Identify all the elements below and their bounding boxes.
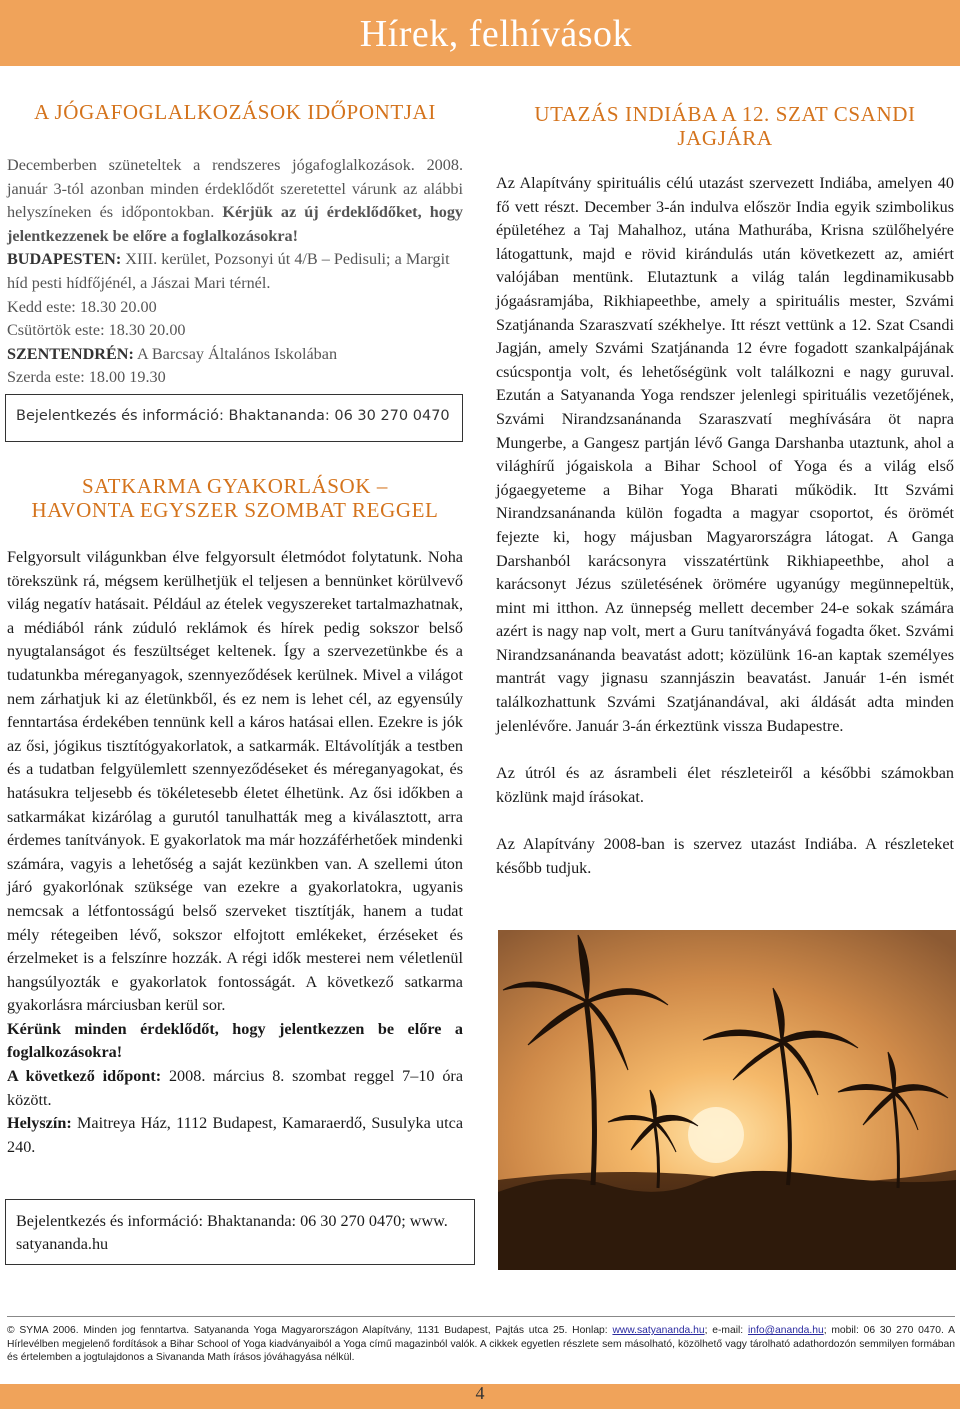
budapest-time-1: Kedd este: 18.30 20.00 <box>7 297 157 316</box>
contact-box-1 <box>5 394 463 442</box>
footer-text-1: © SYMA 2006. Minden jog fenntartva. Satyananda Yoga Magyarországon Alapítvány, 1131 Budapest, Pajtás utca 25. Honlap: <box>7 1325 608 1336</box>
intro-text: Decemberben szüneteltek a rendszeres jógafoglalkozások. 2008. január 3-tól azonban minden érdeklődőt szeretettel várunk az alábbi helyszíneken és időpontokban. <box>7 156 463 222</box>
india-body: Az Alapítvány spirituális célú utazást szervezett Indiába, amelyen 40 fő vett részt. December 3-án indulva először India egyik szimbolikus épületéhez a Taj Mahalhoz, utána Mathurába, Krisna szülőhelyére látogattunk, majd e rövid kirándulás után következett az, amiért valójában mentünk. Elutaztunk a világ talán legdinamikusabb jógaásramjába, Rikhiapeethbe, amely a spirituális mester, Szvámi Szatjánanda Szaraszvatí székhelye. Itt részt vettünk a 12. Szat Csandi Jagján, amely Szvámi Szatjánanda 12 évre fogadott szankalpájának csúcspontja volt, és lehetőségünk volt találkozni e nagy guruval. Ezután a Satyananda Yoga rendszer jelenlegi spirituális vezetőjének, Szvámi Nirandzsanánanda Szaraszvatí meghívására öt napra Mungerbe, a Gangesz partján lévő Ganga Darshanba utaztunk, ahol a világhírű jógaiskola a Bihar School of Yoga és a világ első jógaegyeteme a Bihar Yoga Bharati működik. Itt Szvámi Nirandzsanánanda külön fogadta a magyar csoportot, és örömét fejezte ki, hogy májusban Magyarországra látogat. A Ganga Darshanból karácsonyra visszatértünk Rikhiapeethbe, ahol a karácsonyt Jézus születésének örömére ugyanúgy megünnepeltük, mint mi itthon. Az ünnepség mellett december 24-e sokak számára azért is nagy nap volt, mert a Guru tanítványává fogadta őket. Szvámi Nirandzsanánanda beavatást adott; közülünk 16-an kaptak személyes mantrát vagy jignasu szannjászin beavatást. Január 1-én ismét találkozhattunk Szvámi Szatjánandával, aki áldását adta minden jelenlévőre. Január 3-án érkeztünk vissza Budapestre. <box>496 174 954 735</box>
satkarma-request: Kérünk minden érdeklődőt, hogy jelentkezzen be előre a foglalkozásokra! <box>7 1019 463 1062</box>
footer-copyright <box>7 1324 955 1365</box>
budapest-time-2: Csütörtök este: 18.30 20.00 <box>7 321 186 340</box>
heading-satkarma-2: HAVONTA EGYSZER SZOMBAT REGGEL <box>31 498 439 522</box>
footer-text-3: ; mobil: 06 30 270 0470. A Hírlevélben megjelenő fordítások a Bihar School of Yoga kiadványaiból a Yoga című magazinból valók. A cikkek egyetlen részlete sem másolható, közölhető vagy tárolható adathordozón semmilyen formában és értelemben a jogtulajdonos a Sivananda Math írásos jóváhagyása nélkül. <box>7 1325 955 1363</box>
footer-website-link[interactable]: www.satyananda.hu <box>612 1325 705 1336</box>
szentendre-block <box>7 343 463 367</box>
page-title: Hírek, felhívások <box>359 13 632 55</box>
india-p2: Az útról és az ásrambeli élet részleteiről a későbbi számokban közlünk majd írásokat. <box>496 764 954 806</box>
venue-label: Helyszín: <box>7 1114 72 1133</box>
footer-divider <box>7 1316 955 1317</box>
satkarma-body: Felgyorsult világunkban élve felgyorsult életmódot folytatunk. Noha törekszünk rá, mégsem kerülhetjük el teljesen a bennünket körülvevő világ negatív hatásait. Például az ételek vegyszereket tartalmazhatnak, a médiából ránk zúduló reklámok és hírek pedig sokszor belső nyugtalanságot és feszültséget keltenek. Így a szervezetünkbe és a tudatunkba méreganyagok, szennyeződések kerülnek. Mivel a világot nem zárhatjuk ki az életünkből, és ez nem is lehet cél, az egyensúly fenntartása érdekében tennünk kell a káros hatásai ellen. Ezekre is jók az ősi, jógikus tisztítógyakorlatok, a satkarmák. Eltávolítják a testben és a tudatban felgyülemlett szennyeződéseket és méreganyagokat, és hatásukra teljesebb és tökéletesebb életet élhetünk. Az ősi időkben a satkarmákat kizárólag a gurutól tanulhatták meg a kiválasztott, arra érdemes tanítványok. E gyakorlatok ma már hozzáférhetőek mindenki számára, vagyis a lehetőség a saját kezünkben van. A szellemi úton járó gyakorlónak szüksége van ezekre a gyakorlatokra, ugyanis nemcsak a létfontosságú belső szerveket tisztítják, hanem a tudat mély rétegeiben lévő, sokszor elfojtott emlékeket, érzéseket és érzelmeket is a felszínre hozzák. A régi idők mesterei nem véletlenül hangsúlyozták e gyakorlatok fontosságát. A következő satkarma gyakorlásra márciusban kerül sor. <box>7 548 463 1015</box>
right-column <box>496 102 954 881</box>
next-date-label: A következő időpont: <box>7 1067 162 1086</box>
next-date-value: 2008. március 8. szombat reggel 7–10 óra között. <box>7 1067 463 1109</box>
left-column <box>7 100 463 390</box>
szentendre-place: A Barcsay Általános Iskolában <box>137 344 338 363</box>
satkarma-section <box>7 474 463 1159</box>
heading-india-2: JAGJÁRA <box>677 126 773 150</box>
footer-text-2: ; e-mail: <box>704 1325 744 1336</box>
heading-satkarma-1: SATKARMA GYAKORLÁSOK – <box>81 474 389 498</box>
venue-value: Maitreya Ház, 1112 Budapest, Kamaraerdő, Susulyka utca 240. <box>7 1114 464 1156</box>
szentendre-time: Szerda este: 18.00 19.30 <box>7 368 166 387</box>
india-p3: Az Alapítvány 2008-ban is szervez utazást Indiába. A részleteket később tudjuk. <box>496 835 954 878</box>
palm-sunset-image <box>498 930 956 1270</box>
header-bar <box>0 0 960 66</box>
venue <box>7 1112 463 1159</box>
contact-box-2-text: Bejelentkezés és információ: Bhaktananda: 06 30 270 0470; www. satyananda.hu <box>16 1212 448 1253</box>
intro-bold: Kérjük az új érdeklődőket, hogy jelentkezzenek be előre a foglalkozásokra! <box>7 203 464 245</box>
contact-box-1-text: Bejelentkezés és információ: Bhaktananda: 06 30 270 0470 <box>16 408 450 424</box>
palm-sunset-photo <box>498 930 956 1270</box>
budapest-block <box>7 248 463 295</box>
budapest-label: BUDAPESTEN: <box>7 250 122 269</box>
szentendre-label: SZENTENDRÉN: <box>7 344 134 363</box>
contact-box-2 <box>5 1199 475 1265</box>
heading-yoga-times: A JÓGAFOGLALKOZÁSOK IDŐPONTJAI <box>34 100 436 124</box>
intro-paragraph <box>7 154 463 248</box>
next-date <box>7 1065 463 1112</box>
footer-email-link[interactable]: info@ananda.hu <box>747 1325 824 1336</box>
page-number: 4 <box>475 1383 485 1403</box>
budapest-place: XIII. kerület, Pozsonyi út 4/B – Pedisuli; a Margit híd pesti hídfőjénél, a Jászai Mari térnél. <box>7 250 450 292</box>
heading-india-1: UTAZÁS INDIÁBA A 12. SZAT CSANDI <box>534 102 916 126</box>
